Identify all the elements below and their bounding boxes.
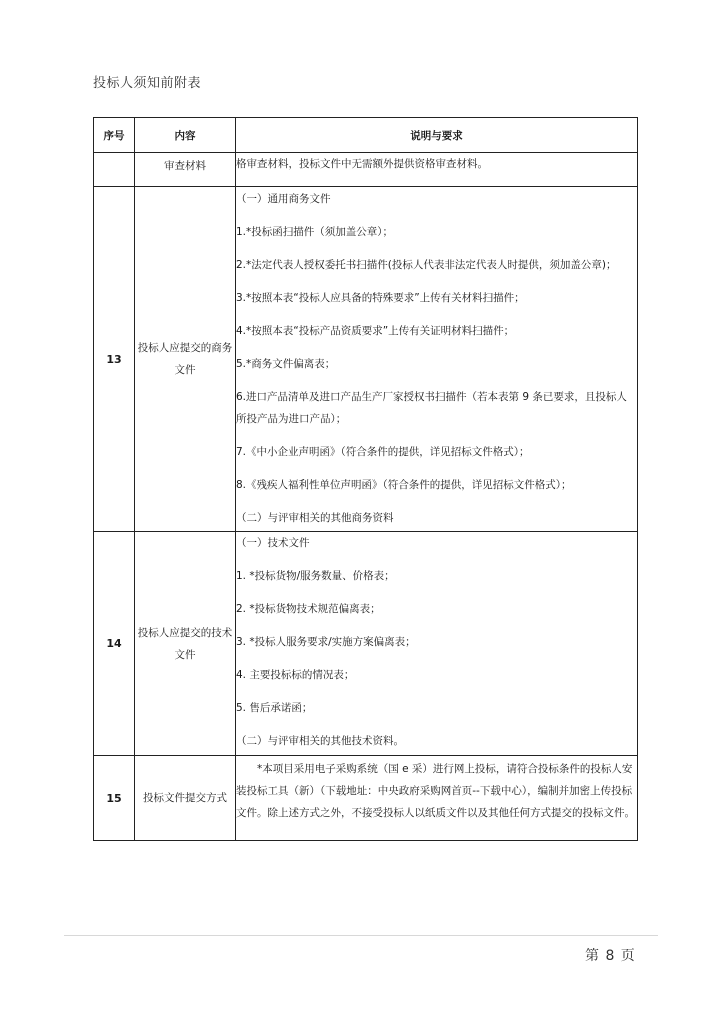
- row13-item: 7.《中小企业声明函》（符合条件的提供，详见招标文件格式）；: [236, 446, 530, 458]
- row14-item: 5. 售后承诺函；: [236, 702, 313, 714]
- bidder-instructions-table: [93, 117, 638, 841]
- row15-text: *本项目采用电子采购系统（国 e 采）进行网上投标，请符合投标条件的投标人安装投标工具（新）（下载地址：中央政府采购网首页--下载中心），编制并加密上传投标文件。除上述方式之外，不接受投标人以纸质文件以及其他任何方式提交的投标文件。: [236, 763, 635, 819]
- row-prev-num: [94, 153, 135, 187]
- row13-req: [236, 187, 638, 532]
- row-prev-req: 格审查材料，投标文件中无需额外提供资格审查材料。: [236, 153, 638, 187]
- row13-item: 1.*投标函扫描件（须加盖公章）；: [236, 226, 394, 238]
- header-requirements: 说明与要求: [236, 118, 638, 153]
- row14-item: 2. *投标货物技术规范偏离表；: [236, 603, 381, 615]
- row13-num: 13: [94, 187, 135, 532]
- row14-req: [236, 532, 638, 756]
- page-number: 第 8 页: [585, 948, 636, 964]
- footer-divider: [64, 935, 658, 936]
- table-row-14: [94, 532, 638, 756]
- row14-content: 投标人应提交的技术文件: [135, 532, 236, 756]
- row-prev-content: 审查材料: [135, 153, 236, 187]
- row13-item: （一）通用商务文件: [236, 193, 331, 205]
- row13-item: 3.*按照本表“投标人应具备的特殊要求”上传有关材料扫描件；: [236, 292, 525, 304]
- row14-item: 3. *投标人服务要求/实施方案偏离表；: [236, 636, 416, 648]
- row15-req: [236, 756, 638, 841]
- table-row: [94, 153, 638, 187]
- row13-item: （二）与评审相关的其他商务资料: [236, 512, 394, 524]
- row13-content: 投标人应提交的商务文件: [135, 187, 236, 532]
- table-header-row: [94, 118, 638, 153]
- row15-num: 15: [94, 756, 135, 841]
- table-row-13: [94, 187, 638, 532]
- row13-item: 2.*法定代表人授权委托书扫描件(投标人代表非法定代表人时提供，须加盖公章)；: [236, 259, 617, 271]
- header-content: 内容: [135, 118, 236, 153]
- row14-item: （二）与评审相关的其他技术资料。: [236, 735, 404, 747]
- row13-item: 8.《残疾人福利性单位声明函》（符合条件的提供，详见招标文件格式）；: [236, 479, 572, 491]
- row13-item: 5.*商务文件偏离表；: [236, 358, 336, 370]
- row14-item: （一）技术文件: [236, 537, 310, 549]
- header-serial: 序号: [94, 118, 135, 153]
- row13-item: 6.进口产品清单及进口产品生产厂家授权书扫描件（若本表第 9 条已要求，且投标人所投产品为进口产品）；: [236, 391, 627, 425]
- row14-num: 14: [94, 532, 135, 756]
- table-row-15: [94, 756, 638, 841]
- document-heading: 投标人须知前附表: [93, 76, 202, 91]
- row14-item: 1. *投标货物/服务数量、价格表；: [236, 570, 395, 582]
- row15-content: 投标文件提交方式: [135, 756, 236, 841]
- row13-item: 4.*按照本表“投标产品资质要求”上传有关证明材料扫描件；: [236, 325, 515, 337]
- row14-item: 4. 主要投标标的情况表；: [236, 669, 355, 681]
